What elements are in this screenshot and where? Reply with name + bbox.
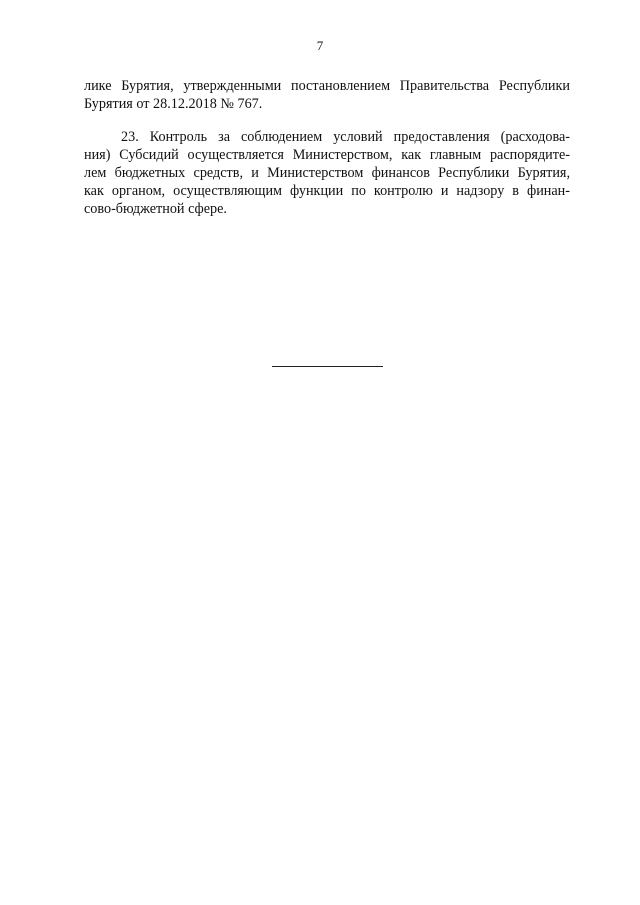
continuation-paragraph	[84, 77, 570, 113]
paragraph-line: сово-бюджетной сфере.	[84, 201, 227, 217]
paragraph-line: лике Бурятия, утвержденными постановлением Правительства Республики	[84, 78, 570, 94]
paragraph-line: 23. Контроль за соблюдением условий предоставления (расходова-	[121, 129, 570, 145]
paragraph-line: Бурятия от 28.12.2018 № 767.	[84, 96, 263, 112]
page-number: 7	[316, 38, 324, 53]
end-of-document-separator	[272, 366, 383, 367]
paragraph-23	[84, 128, 570, 218]
paragraph-line: как органом, осуществляющим функции по контролю и надзору в финан-	[84, 183, 570, 199]
paragraph-line: лем бюджетных средств, и Министерством финансов Республики Бурятия,	[84, 165, 570, 181]
paragraph-line: ния) Субсидий осуществляется Министерством, как главным распорядите-	[84, 147, 570, 163]
